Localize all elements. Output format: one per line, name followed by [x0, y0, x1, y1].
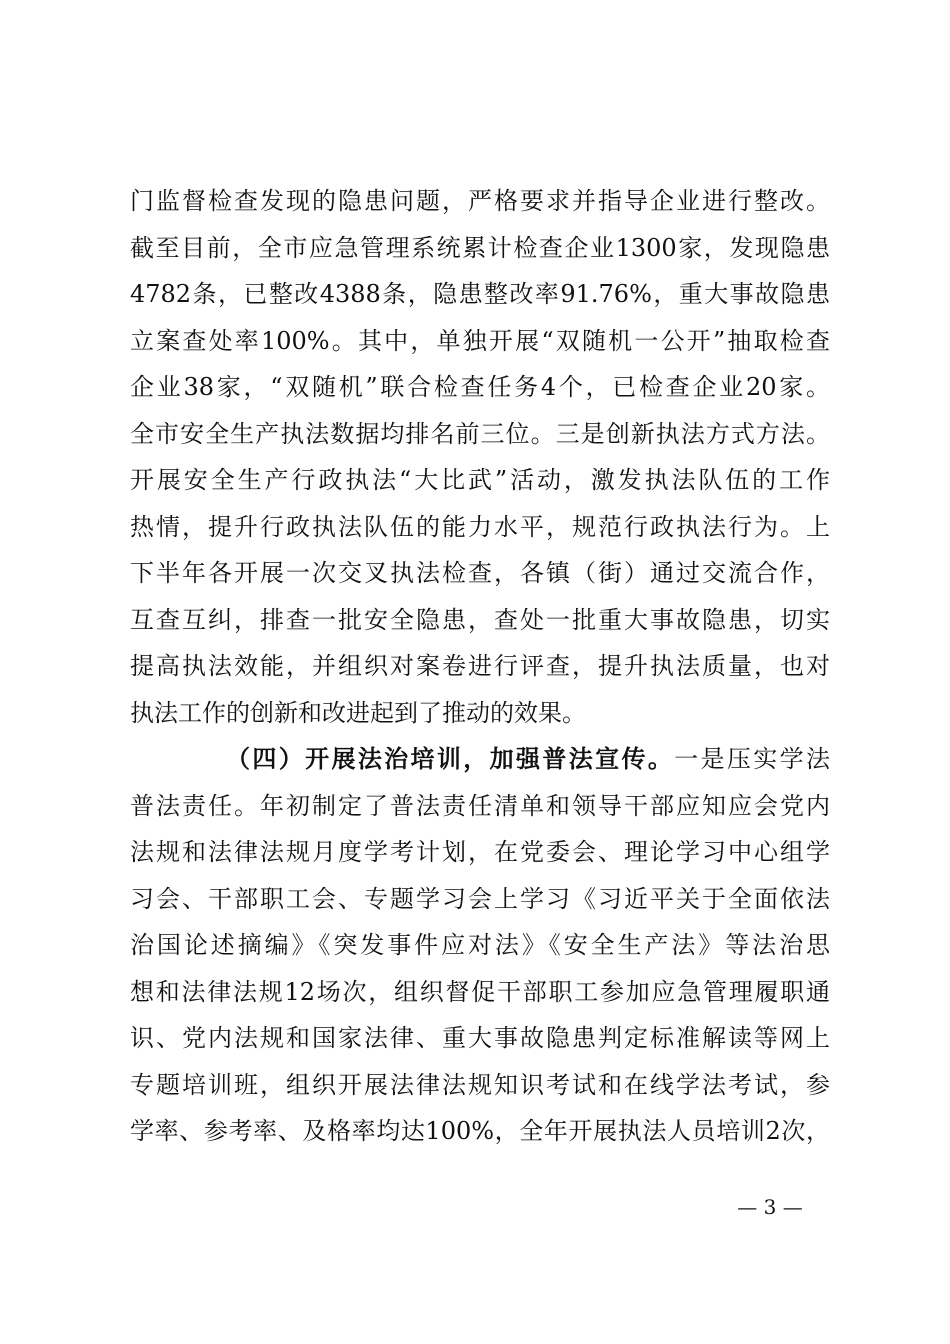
text-line: 识、党内法规和国家法律、重大事故隐患判定标准解读等网上	[130, 1024, 830, 1052]
text-line: 互查互纠，排查一批安全隐患，查处一批重大事故隐患，切实	[130, 605, 830, 634]
body-text	[130, 178, 830, 1155]
text-line: 提高执法效能，并组织对案卷进行评查，提升执法质量，也对	[130, 652, 830, 680]
text-line: 热情，提升行政执法队伍的能力水平，规范行政执法行为。上	[130, 512, 830, 541]
section-heading: （四）开展法治培训，加强普法宣传。	[226, 744, 675, 773]
text-line: 截至目前，全市应急管理系统累计检查企业1300家，发现隐患	[130, 233, 830, 262]
paragraph-inspection-results	[130, 178, 830, 736]
text-line: 立案查处率100%。其中，单独开展“双随机一公开”抽取检查	[130, 326, 830, 355]
heading-continuation: 一是压实学法	[674, 745, 831, 773]
page-number: — 3 —	[737, 1195, 803, 1219]
text-line: 法规和法律法规月度学考计划，在党委会、理论学习中心组学	[130, 838, 830, 866]
text-line: 门监督检查发现的隐患问题，严格要求并指导企业进行整改。	[130, 187, 830, 215]
text-line: 企业38家，“双随机”联合检查任务4个，已检查企业20家。	[130, 373, 830, 401]
text-line: 专题培训班，组织开展法律法规知识考试和在线学法考试，参	[130, 1070, 830, 1099]
paragraph-first-line	[130, 736, 830, 783]
text-line: 开展安全生产行政执法“大比武”活动，激发执法队伍的工作	[130, 466, 830, 494]
text-line: 下半年各开展一次交叉执法检查，各镇（街）通过交流合作，	[130, 559, 830, 587]
text-line: 想和法律法规12场次，组织督促干部职工参加应急管理履职通	[130, 977, 830, 1006]
text-line: 全市安全生产执法数据均排名前三位。三是创新执法方式方法。	[130, 419, 830, 448]
paragraph-legal-training	[130, 736, 830, 1155]
text-line: 习会、干部职工会、专题学习会上学习《习近平关于全面依法	[130, 884, 830, 913]
text-line: 学率、参考率、及格率均达100%，全年开展执法人员培训2次，	[130, 1117, 830, 1145]
text-line: 普法责任。年初制定了普法责任清单和领导干部应知应会党内	[130, 791, 830, 820]
text-line: 治国论述摘编》《突发事件应对法》《安全生产法》等法治思	[130, 931, 830, 959]
text-line: 4782条，已整改4388条，隐患整改率91.76%，重大事故隐患	[130, 280, 830, 308]
text-line: 执法工作的创新和改进起到了推动的效果。	[130, 698, 586, 727]
